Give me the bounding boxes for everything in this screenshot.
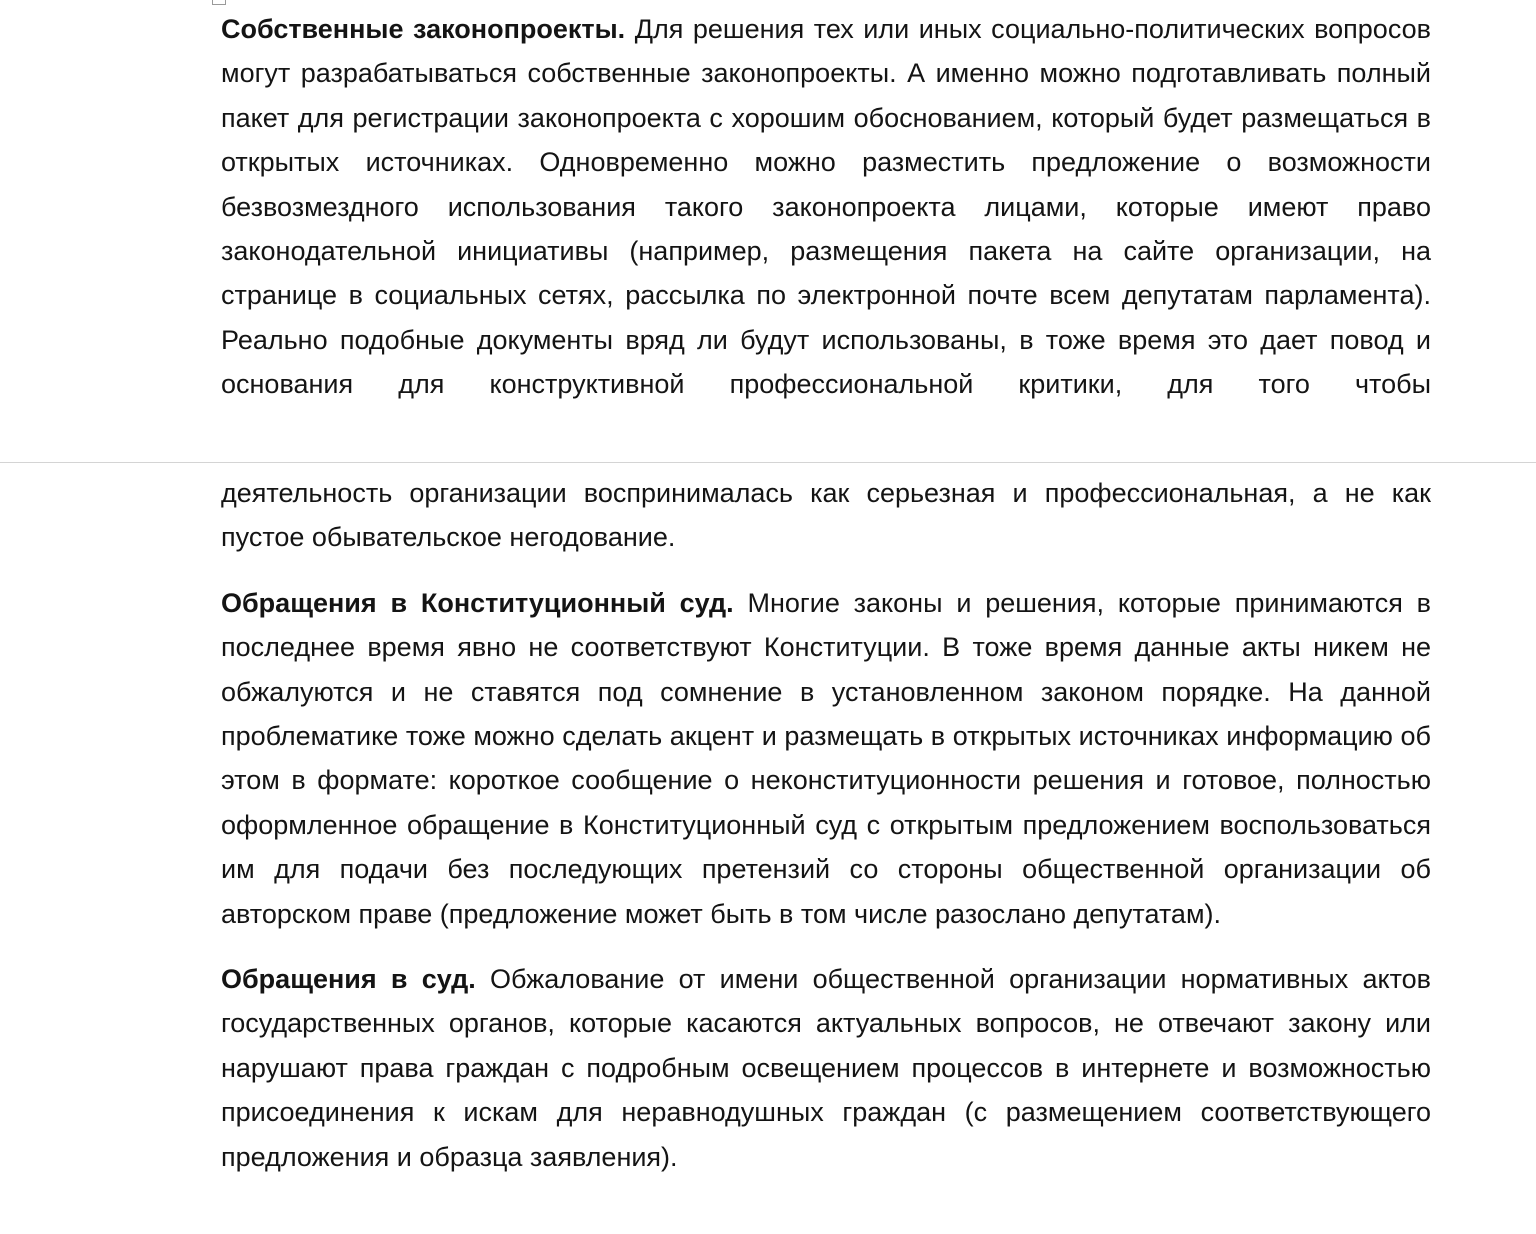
paragraph-constitutional-court bbox=[221, 581, 1431, 936]
document-page-top bbox=[0, 0, 1536, 462]
document-page-bottom bbox=[0, 463, 1536, 1234]
paragraph-continuation: деятельность организации воспринималась как серьезная и профессиональная, а не как пустое обывательское негодование. bbox=[221, 478, 1431, 553]
text-boundary-corner-mark bbox=[212, 0, 226, 5]
page-top-text-column bbox=[221, 7, 1431, 407]
paragraph-court-appeals bbox=[221, 957, 1431, 1179]
paragraph-own-bills-text: Для решения тех или иных социально-политических вопросов могут разрабатываться собственные законопроекты. А именно можно подготавливать полный пакет для регистрации законопроекта с хорошим обоснованием, который будет размещаться в открытых источниках. Одновременно можно разместить предложение о возможности безвозмездного использования такого законопроекта лицами, которые имеют право законодательной инициативы (например, размещения пакета на сайте организации, на странице в социальных сетях, рассылка по электронной почте всем депутатам парламента). Реально подобные документы вряд ли будут использованы, в тоже время это дает повод и основания для конструктивной профессиональной критики, для того чтобы bbox=[221, 14, 1431, 400]
paragraph-constitutional-court-text: Многие законы и решения, которые принимаются в последнее время явно не соответствуют Конституции. В тоже время данные акты никем не обжалуются и не ставятся под сомнение в установленном законом порядке. На данной проблематике тоже можно сделать акцент и размещать в открытых источниках информацию об этом в формате: короткое сообщение о неконституционности решения и готовое, полностью оформленное обращение в Конституционный суд с открытым предложением воспользоваться им для подачи без последующих претензий со стороны общественной организации об авторском праве (предложение может быть в том числе разослано депутатам). bbox=[221, 587, 1431, 929]
paragraph-court-appeals-lead: Обращения в суд. bbox=[221, 964, 476, 995]
paragraph-own-bills-lead: Собственные законопроекты. bbox=[221, 14, 626, 44]
paragraph-court-appeals-text: Обжалование от имени общественной организации нормативных актов государственных органов, которые касаются актуальных вопросов, не отвечают закону или нарушают права граждан с подробным освещением процессов в интернете и возможностью присоединения к искам для неравнодушных граждан (с размещением соответствующего предложения и образца заявления). bbox=[221, 964, 1431, 1172]
paragraph-own-bills bbox=[221, 7, 1431, 407]
paragraph-constitutional-court-lead: Обращения в Конституционный суд. bbox=[221, 587, 734, 618]
page-bottom-text-column bbox=[221, 471, 1431, 1179]
